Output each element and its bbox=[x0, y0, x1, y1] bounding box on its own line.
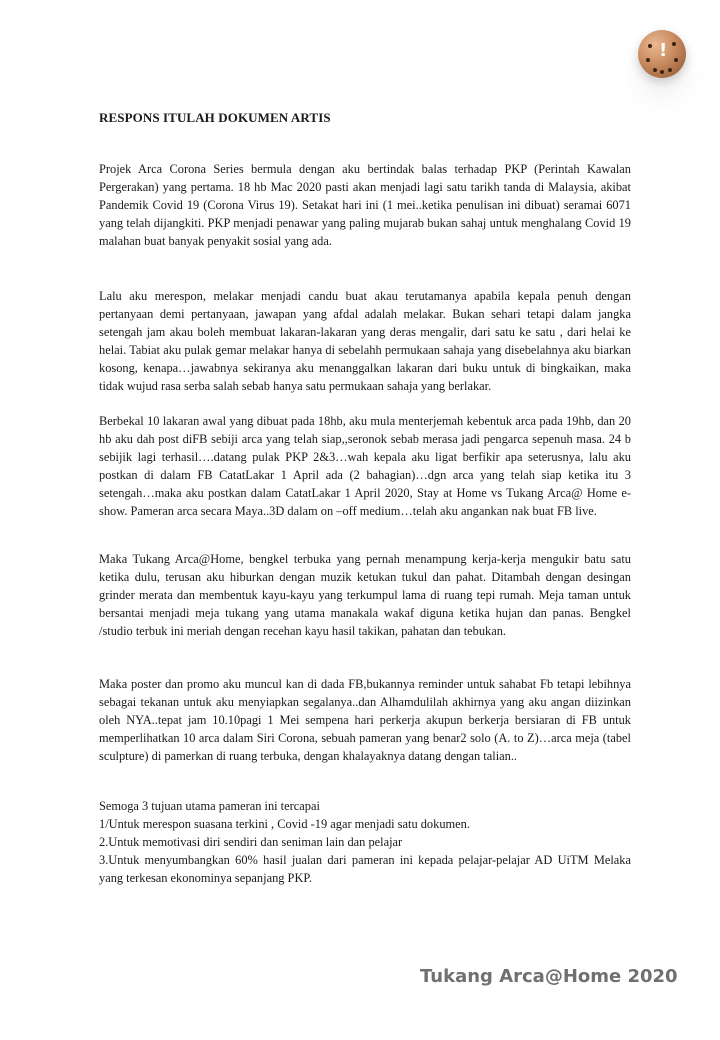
logo-dot bbox=[660, 70, 664, 74]
logo-dot bbox=[674, 58, 678, 62]
paragraph-3: Berbekal 10 lakaran awal yang dibuat pada 18hb, aku mula menterjemah kebentuk arca pada 19hb, dan 20 hb aku dah post diFB sebiji arca yang telah siap,,seronok sebab merasa jadi pengarca sepenuh masa. 24 b sebijik lagi terhasil….datang pulak PKP 2&3…wah kepala aku ligat berfikir apa seterusnya, lalu aku postkan di dalam FB CatatLakar 1 April ada (2 bahagian)…dgn arca yang telah siap ketika itu 3 setengah…maka aku postkan dalam CatatLakar 1 April 2020, Stay at Home vs Tukang Arca@ Home e-show. Pameran arca secara Maya..3D dalam on –off medium…telah aku angankan nak buat FB live. bbox=[99, 414, 631, 519]
logo-dot bbox=[668, 68, 672, 72]
list-item-1: 1/Untuk merespon suasana terkini , Covid -19 agar menjadi satu dokumen. bbox=[99, 817, 470, 831]
paragraph-4: Maka Tukang Arca@Home, bengkel terbuka yang pernah menampung kerja-kerja mengukir batu satu ketika dulu, terusan aku hiburkan dengan muzik ketukan tukul dan pahat. Ditambah dengan desingan grinder merata dan membentuk kayu-kayu yang terkumpul lama di ruang tepi rumah. Meja taman untuk bersantai menjadi meja tukang yang utama manakala wakaf diguna ketika hujan dan panas. Bengkel /studio terbuk ini meriah dengan recehan kayu hasil takikan, pahatan dan tebukan. bbox=[99, 552, 631, 639]
paragraph-5: Maka poster dan promo aku muncul kan di dada FB,bukannya reminder untuk sahabat Fb tetapi lebihnya sebagai tekanan untuk aku menyiapkan segalanya..dan Alhamdulilah akhirnya yang aku angan diizinkan oleh NYA..tepat jam 10.10pagi 1 Mei sempena hari perkerja akupun berkerja bersiaran di FB untuk memperlihatkan 10 arca dalam Siri Corona, sebuah pameran yang benar2 solo (A. to Z)…arca meja (tabel sculpture) di pamerkan di ruang terbuka, dengan khalayaknya datang dengan talian.. bbox=[99, 677, 631, 764]
footer-brand: Tukang Arca@Home 2020 bbox=[420, 966, 678, 987]
paragraph-1: Projek Arca Corona Series bermula dengan aku bertindak balas terhadap PKP (Perintah Kawalan Pergerakan) yang pertama. 18 hb Mac 2020 pasti akan menjadi lagi satu tarikh tanda di Malaysia, akibat Pandemik Covid 19 (Corona Virus 19). Setakat hari ini (1 mei..ketika penulisan ini dibuat) seramai 6071 yang telah dijangkiti. PKP menjadi penawar yang paling mujarab bukan sahaj untuk menghalang Covid 19 malahan buat banyak penyakit sosial yang ada. bbox=[99, 162, 631, 249]
logo-dot bbox=[672, 42, 676, 46]
logo-dot bbox=[646, 58, 650, 62]
logo-dot bbox=[653, 68, 657, 72]
logo-glyph-icon: ! bbox=[659, 40, 668, 61]
document-title: RESPONS ITULAH DOKUMEN ARTIS bbox=[99, 110, 331, 125]
list-item-3: 3.Untuk menyumbangkan 60% hasil jualan dari pameran ini kepada pelajar-pelajar AD UiTM Melaka yang terkesan ekonominya sepanjang PKP. bbox=[99, 853, 631, 886]
brand-logo bbox=[638, 30, 686, 78]
list-intro: Semoga 3 tujuan utama pameran ini tercapai bbox=[99, 799, 320, 813]
logo-dot bbox=[648, 44, 652, 48]
list-item-2: 2.Untuk memotivasi diri sendiri dan seniman lain dan pelajar bbox=[99, 835, 403, 849]
paragraph-2: Lalu aku merespon, melakar menjadi candu buat akau terutamanya apabila kepala penuh dengan pertanyaan demi pertanyaan, jawapan yang afdal adalah melakar. Bukan sehari tetapi dalam jangka setengah jam akau boleh membuat lakaran-lakaran yang deras mengalir, dari satu ke satu , dari helai ke helai. Tabiat aku pulak gemar melakar hanya di sebelahh permukaan sahaja yang disebelahnya aku biarkan kosong, kenapa…jawabnya sekiranya aku menanggalkan lakaran dari buku untuk di bingkaikan, maka tidak wujud rasa serba salah sebab hanya satu permukaan sahaja yang berlakar. bbox=[99, 289, 631, 394]
